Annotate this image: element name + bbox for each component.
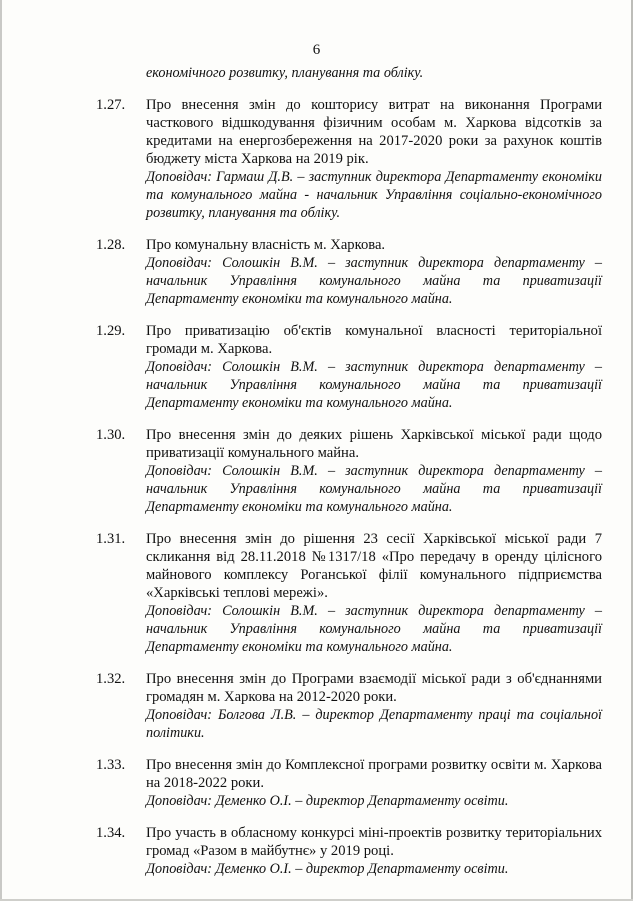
- agenda-item-speaker: Доповідач: Солошкін В.М. – заступник директора департаменту – начальник Управління комунального майна та приватизації Департаменту економіки та комунального майна.: [146, 603, 602, 655]
- continued-speaker-text: економічного розвитку, планування та обліку.: [146, 65, 424, 81]
- agenda-item-title: Про внесення змін до деяких рішень Харківської міської ради щодо приватизації комунального майна.: [146, 427, 602, 461]
- agenda-item-title: Про приватизацію об'єктів комунальної власності територіальної громади м. Харкова.: [146, 323, 602, 357]
- agenda-item-title: Про комунальну власність м. Харкова.: [146, 237, 386, 253]
- agenda-item-title: Про внесення змін до рішення 23 сесії Харківської міської ради 7 скликання від 28.11.2018 №1317/18 «Про передачу в оренду цілісного майнового комплексу Роганської філії комунального підприємства «Харківські теплові мережі».: [146, 531, 602, 601]
- agenda-item-body: [146, 236, 602, 308]
- agenda-item-body: [146, 756, 602, 810]
- agenda-item-body: [146, 426, 602, 516]
- agenda-item: [96, 756, 602, 810]
- page-number: 6: [312, 42, 321, 58]
- agenda-item-body: [146, 96, 602, 222]
- agenda-item: [96, 530, 602, 656]
- agenda-item-number: 1.30.: [96, 427, 126, 443]
- agenda-item-number: 1.34.: [96, 825, 126, 841]
- agenda-item-speaker: Доповідач: Солошкін В.М. – заступник директора департаменту – начальник Управління комунального майна та приватизації Департаменту економіки та комунального майна.: [146, 255, 602, 307]
- agenda-item-speaker: Доповідач: Болгова Л.В. – директор Департаменту праці та соціальної політики.: [146, 707, 602, 741]
- agenda-item: [96, 322, 602, 412]
- agenda-item: [96, 670, 602, 742]
- scan-edge-left: [0, 0, 2, 901]
- agenda-item-body: [146, 530, 602, 656]
- agenda-item-speaker: Доповідач: Гармаш Д.В. – заступник директора Департаменту економіки та комунального майна - начальник Управління соціально-економічного розвитку, планування та обліку.: [146, 169, 602, 221]
- agenda-item-number: 1.32.: [96, 671, 126, 687]
- agenda-item-speaker: Доповідач: Солошкін В.М. – заступник директора департаменту – начальник Управління комунального майна та приватизації Департаменту економіки та комунального майна.: [146, 359, 602, 411]
- agenda-content: [96, 64, 602, 878]
- agenda-item-body: [146, 824, 602, 878]
- agenda-item-number: 1.33.: [96, 757, 126, 773]
- agenda-item-number: 1.28.: [96, 237, 126, 253]
- agenda-item-speaker: Доповідач: Солошкін В.М. – заступник директора департаменту – начальник Управління комунального майна та приватизації Департаменту економіки та комунального майна.: [146, 463, 602, 515]
- agenda-item-body: [146, 322, 602, 412]
- agenda-item-body: [146, 670, 602, 742]
- agenda-item: [96, 236, 602, 308]
- agenda-item: [96, 824, 602, 878]
- agenda-item-title: Про участь в обласному конкурсі міні-проектів розвитку територіальних громад «Разом в майбутнє» у 2019 році.: [146, 825, 602, 859]
- agenda-item: [96, 426, 602, 516]
- agenda-item-title: Про внесення змін до Програми взаємодії міської ради з об'єднаннями громадян м. Харкова на 2012-2020 роки.: [146, 671, 602, 705]
- agenda-item-title: Про внесення змін до Комплексної програми розвитку освіти м. Харкова на 2018-2022 роки.: [146, 757, 602, 791]
- agenda-item-speaker: Доповідач: Деменко О.І. – директор Департаменту освіти.: [146, 793, 509, 809]
- agenda-item-number: 1.29.: [96, 323, 126, 339]
- agenda-item-number: 1.27.: [96, 97, 126, 113]
- agenda-item-speaker: Доповідач: Деменко О.І. – директор Департаменту освіти.: [146, 861, 509, 877]
- agenda-item-title: Про внесення змін до кошторису витрат на виконання Програми часткового відшкодування фізичним особам м. Харкова відсотків за кредитами на енергозбереження на 2017-2020 роки за рахунок коштів бюджету міста Харкова на 2019 рік.: [146, 97, 602, 167]
- agenda-item: [96, 96, 602, 222]
- agenda-item-number: 1.31.: [96, 531, 126, 547]
